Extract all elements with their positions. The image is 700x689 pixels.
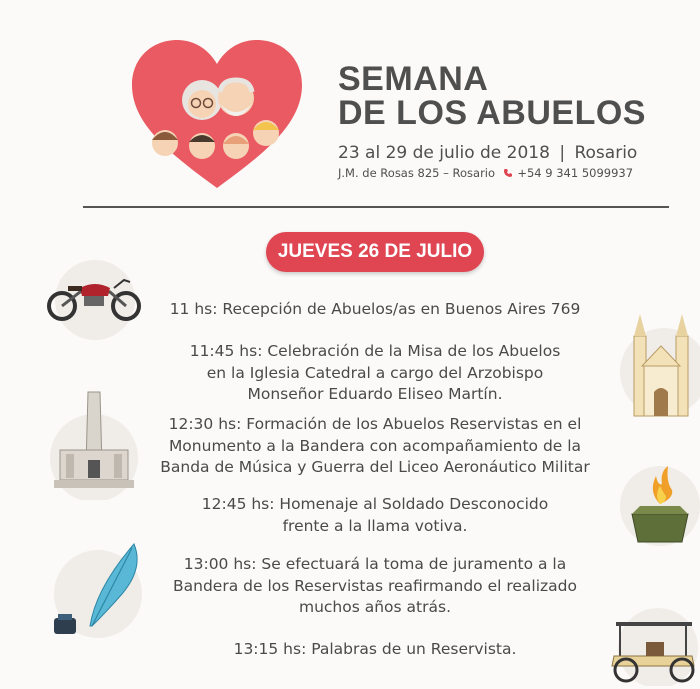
event-line: 12:45 hs: Homenaje al Soldado Desconocido xyxy=(201,495,549,513)
address-line xyxy=(338,166,633,180)
title-line-2: DE LOS ABUELOS xyxy=(338,94,646,132)
address-text: J.M. de Rosas 825 – Rosario xyxy=(338,166,496,180)
day-badge: JUEVES 26 DE JULIO xyxy=(266,232,484,272)
eternal-flame-icon xyxy=(618,462,700,546)
event-line: 13:15 hs: Palabras de un Reservista. xyxy=(233,640,517,658)
event-line: Monseñor Eduardo Eliseo Martín. xyxy=(247,385,503,403)
event-4 xyxy=(140,494,610,537)
quill-icon xyxy=(52,538,144,640)
event-line: Bandera de los Reservistas reafirmando el realizado xyxy=(173,576,577,595)
dates-separator: | xyxy=(559,143,566,163)
event-5 xyxy=(140,554,610,619)
event-line: Banda de Música y Guerra del Liceo Aeronáutico Militar xyxy=(160,458,590,476)
event-line: 12:30 hs: Formación de los Abuelos Reservistas en el xyxy=(168,415,582,433)
title-line-1: SEMANA xyxy=(338,60,489,98)
phone-icon xyxy=(503,168,513,178)
event-3 xyxy=(140,414,610,479)
event-line: 11 hs: Recepción de Abuelos/as en Buenos Aires 769 xyxy=(169,300,581,318)
cathedral-icon xyxy=(620,306,700,420)
event-1 xyxy=(140,299,610,321)
dates-text: 23 al 29 de julio de 2018 xyxy=(338,143,550,163)
motorcycle-icon xyxy=(40,258,150,340)
event-2 xyxy=(140,341,610,406)
city-text: Rosario xyxy=(574,143,638,163)
vintage-car-icon xyxy=(606,604,700,686)
event-line: 13:00 hs: Se efectuará la toma de juramento a la xyxy=(183,555,567,573)
event-line: en la Iglesia Catedral a cargo del Arzobispo xyxy=(206,363,544,382)
event-line: Monumento a la Bandera con acompañamiento de la xyxy=(168,436,582,455)
monument-icon xyxy=(48,388,140,500)
header-divider xyxy=(83,206,669,208)
event-line: 11:45 hs: Celebración de la Misa de los Abuelos xyxy=(189,342,561,360)
event-line: muchos años atrás. xyxy=(298,598,451,616)
phone-text: +54 9 341 5099937 xyxy=(517,166,634,180)
event-line: frente a la llama votiva. xyxy=(282,516,468,535)
event-dates xyxy=(338,143,637,163)
page-title xyxy=(338,62,646,130)
heart-grandparents-icon xyxy=(132,40,302,190)
event-6 xyxy=(140,639,610,661)
